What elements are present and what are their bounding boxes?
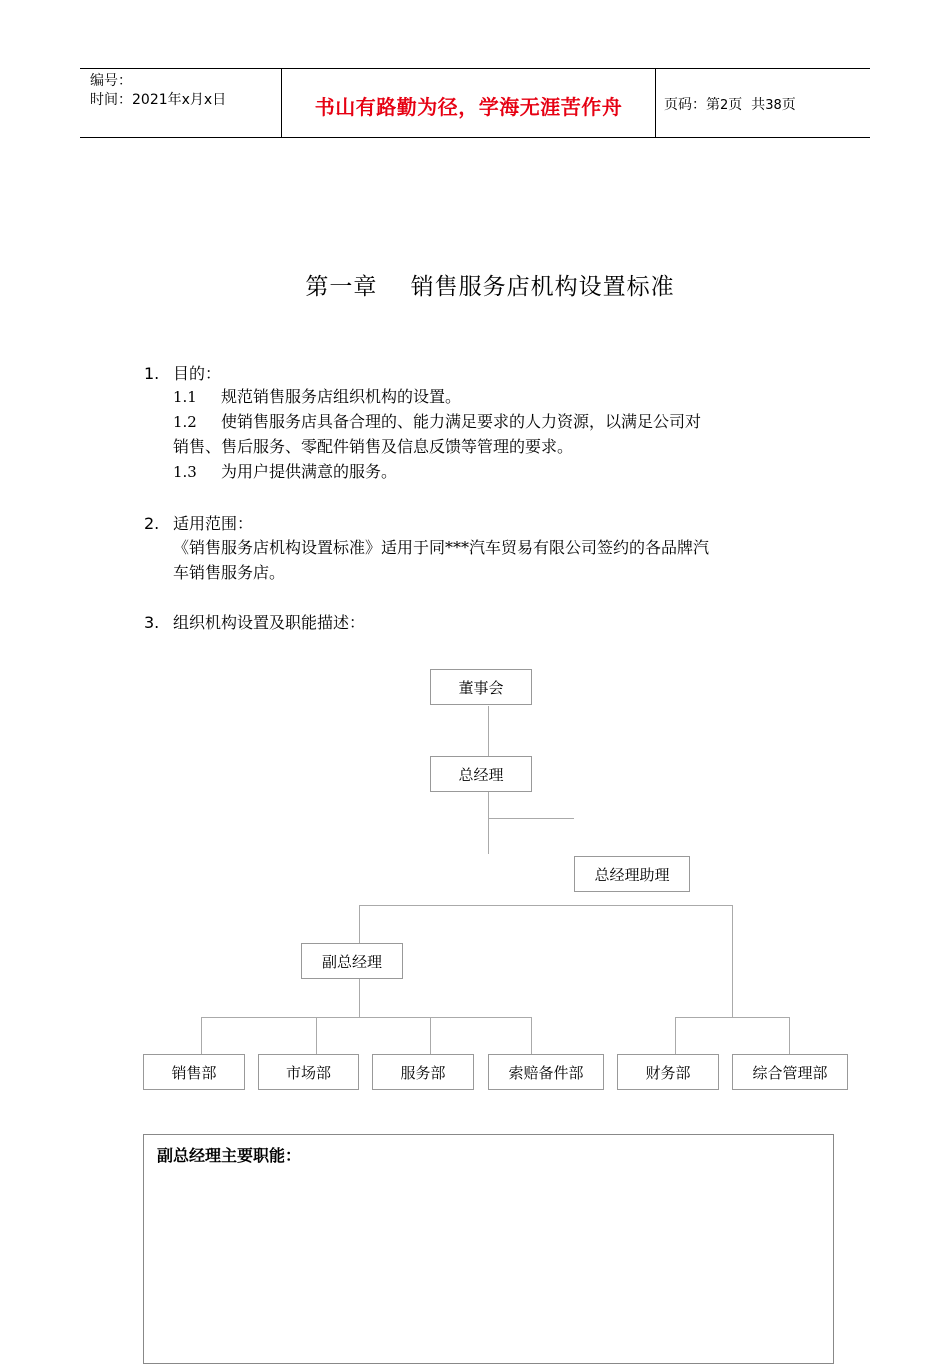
section-title: 目的： xyxy=(173,364,222,383)
page-header xyxy=(80,68,870,138)
section-item xyxy=(173,409,823,435)
connector-line xyxy=(488,792,489,854)
item-index: 1.2 xyxy=(173,413,197,431)
section-title: 组织机构设置及职能描述： xyxy=(173,613,366,632)
connector-line xyxy=(488,706,489,756)
org-box-board: 董事会 xyxy=(430,669,532,705)
scope-line: 《销售服务店机构设置标准》适用于同***汽车贸易有限公司签约的各品牌汽 xyxy=(173,538,710,557)
header-divider xyxy=(655,69,656,137)
section-heading xyxy=(144,511,253,534)
connector-line xyxy=(675,1017,789,1018)
connector-line xyxy=(675,1017,676,1054)
org-box-department: 市场部 xyxy=(258,1054,359,1090)
connector-line xyxy=(359,905,360,943)
section-number: 3. xyxy=(144,613,160,632)
item-index: 1.1 xyxy=(173,388,197,406)
section-heading xyxy=(144,361,221,384)
connector-line xyxy=(316,1017,317,1054)
duty-box xyxy=(143,1134,834,1364)
org-box-deputy-gm: 副总经理 xyxy=(301,943,403,979)
page-prefix: 页码：第 xyxy=(664,97,720,113)
section-item xyxy=(173,384,823,410)
item-text: 为用户提供满意的服务。 xyxy=(221,462,398,481)
duty-box-title: 副总经理主要职能： xyxy=(157,1146,302,1165)
page-suffix: 页 xyxy=(781,97,796,113)
header-motto: 书山有路勤为径，学海无涯苦作舟 xyxy=(314,95,623,119)
connector-line xyxy=(531,1017,532,1054)
item-text: 使销售服务店具备合理的、能力满足要求的人力资源，以满足公司对 xyxy=(221,412,702,431)
serial-label: 编号： xyxy=(90,73,132,89)
org-box-department: 财务部 xyxy=(617,1054,719,1090)
connector-line xyxy=(359,979,360,1017)
connector-line xyxy=(430,1017,431,1054)
time-label: 时间：2021年x月x日 xyxy=(90,92,227,108)
org-box-department: 服务部 xyxy=(372,1054,474,1090)
connector-line xyxy=(488,818,574,819)
connector-line xyxy=(789,1017,790,1054)
org-box-gm-assistant: 总经理助理 xyxy=(574,856,690,892)
org-box-department: 索赔备件部 xyxy=(488,1054,604,1090)
connector-line xyxy=(359,905,732,906)
section-heading xyxy=(144,610,365,633)
org-box-gm: 总经理 xyxy=(430,756,532,792)
page-total: 38 xyxy=(765,98,782,113)
page-mid: 页 共 xyxy=(728,97,766,113)
item-text: 规范销售服务店组织机构的设置。 xyxy=(221,387,462,406)
org-box-department: 综合管理部 xyxy=(732,1054,848,1090)
org-box-department: 销售部 xyxy=(143,1054,245,1090)
section-item-cont: 销售、售后服务、零配件销售及信息反馈等管理的要求。 xyxy=(173,437,574,456)
connector-line xyxy=(201,1017,202,1054)
section-item xyxy=(173,459,823,485)
chapter-title: 第一章 销售服务店机构设置标准 xyxy=(305,274,675,300)
connector-line xyxy=(201,1017,531,1018)
scope-line: 车销售服务店。 xyxy=(173,563,286,582)
page-current: 2 xyxy=(720,98,729,113)
page-number xyxy=(664,94,796,114)
section-number: 1. xyxy=(144,364,160,383)
section-title: 适用范围： xyxy=(173,514,254,533)
section-number: 2. xyxy=(144,514,160,533)
connector-line xyxy=(732,905,733,1017)
header-meta xyxy=(90,72,226,110)
item-index: 1.3 xyxy=(173,463,197,481)
